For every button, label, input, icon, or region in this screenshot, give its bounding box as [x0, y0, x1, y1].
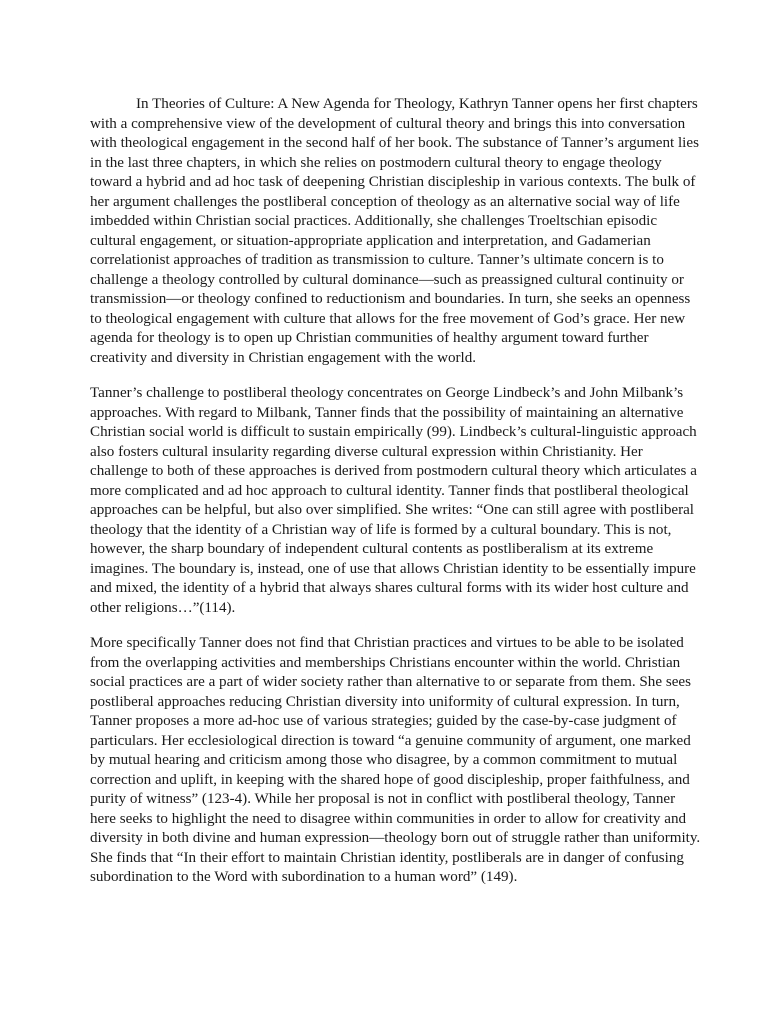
paragraph-1: In Theories of Culture: A New Agenda for Theology, Kathryn Tanner opens her first chapters with a comprehensive view of the development of cultural theory and brings this into conversation with theological engagement in the second half of her book. The substance of Tanner’s argument lies in the last three chapters, in which she relies on postmodern cultural theory to engage theology toward a hybrid and ad hoc task of deepening Christian discipleship in various contexts. The bulk of her argument challenges the postliberal conception of theology as an alternative social way of life imbedded within Christian social practices. Additionally, she challenges Troeltschian episodic cultural engagement, or situation-appropriate application and interpretation, and Gadamerian correlationist approaches of tradition as transmission to culture. Tanner’s ultimate concern is to challenge a theology controlled by cultural dominance—such as preassigned cultural continuity or transmission—or theology confined to reductionism and boundaries. In turn, she seeks an openness to theological engagement with culture that allows for the free movement of God’s grace. Her new agenda for theology is to open up Christian communities of healthy argument toward further creativity and diversity in Christian engagement with the world.: [90, 96, 699, 366]
paragraph-3: More specifically Tanner does not find that Christian practices and virtues to be able to be isolated from the overlapping activities and memberships Christians encounter within the world. Christian social practices are a part of wider society rather than alternative to or separate from them. She sees postliberal approaches reducing Christian diversity into uniformity of cultural expression. In turn, Tanner proposes a more ad-hoc use of various strategies; guided by the case-by-case judgment of particulars. Her ecclesiological direction is toward “a genuine community of argument, one marked by mutual hearing and criticism among those who disagree, by a common commitment to mutual correction and uplift, in keeping with the shared hope of good discipleship, proper faithfulness, and purity of witness” (123-4). While her proposal is not in conflict with postliberal theology, Tanner here seeks to highlight the need to disagree within communities in order to allow for creativity and diversity in both divine and human expression—theology born out of struggle rather than uniformity. She finds that “In their effort to maintain Christian identity, postliberals are in danger of confusing subordination to the Word with subordination to a human word” (149).: [90, 635, 701, 885]
paragraph-2: Tanner’s challenge to postliberal theology concentrates on George Lindbeck’s and John Milbank’s approaches. With regard to Milbank, Tanner finds that the possibility of maintaining an alternative Christian social world is difficult to sustain empirically (99). Lindbeck’s cultural-linguistic approach also fosters cultural insularity regarding diverse cultural expression within Christianity. Her challenge to both of these approaches is derived from postmodern cultural theory which articulates a more complicated and ad hoc approach to cultural identity. Tanner finds that postliberal theological approaches can be helpful, but also over simplified. She writes: “One can still agree with postliberal theology that the identity of a Christian way of life is formed by a cultural boundary. This is not, however, the sharp boundary of independent cultural contents as postliberalism at its extreme imagines. The boundary is, instead, one of use that allows Christian identity to be essentially impure and mixed, the identity of a hybrid that always shares cultural forms with its wider host culture and other religions…”(114).: [90, 385, 697, 616]
